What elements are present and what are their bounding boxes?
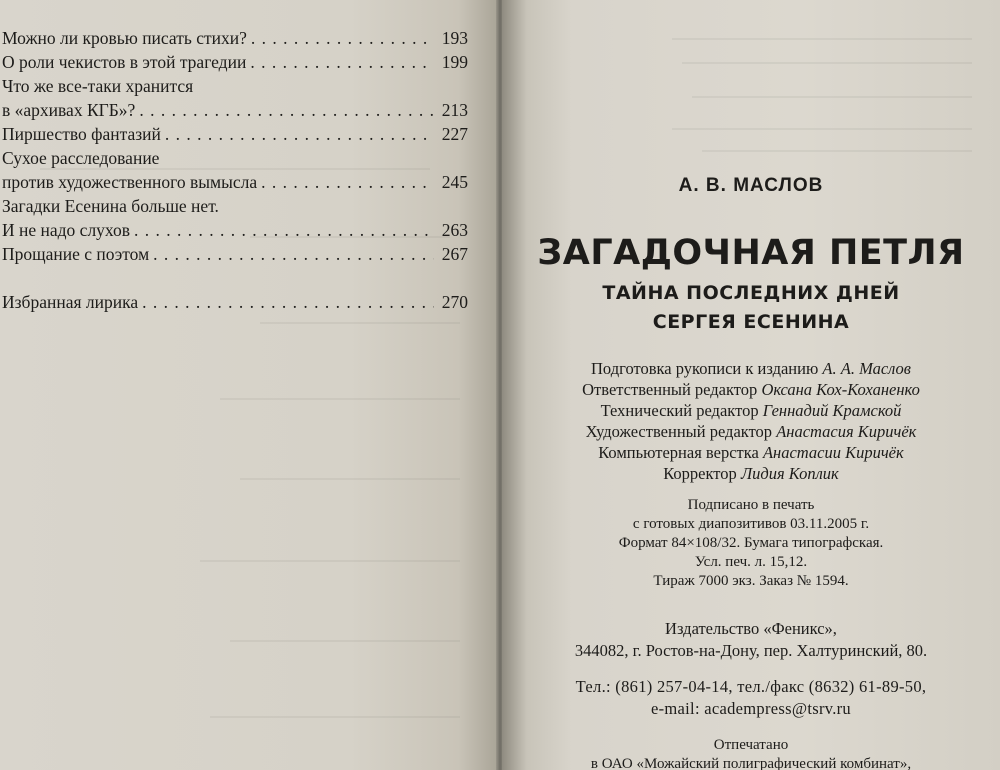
toc-entry-title: Сухое расследование: [2, 148, 160, 168]
table-of-contents: [0, 26, 468, 314]
right-page: [502, 0, 1000, 770]
credit-line: [502, 421, 1000, 442]
publisher-phone: Тел.: (861) 257-04-14, тел./факс (8632) 61-89-50,: [575, 677, 927, 696]
toc-entry: [0, 98, 468, 122]
publisher-block: [502, 618, 1000, 662]
credit-role: Подготовка рукописи к изданию: [591, 359, 819, 378]
credit-line: [502, 379, 1000, 400]
toc-entry-page: 199: [441, 52, 468, 72]
imprint-line: Формат 84×108/32. Бумага типографская.: [618, 535, 884, 551]
toc-entry: [0, 50, 468, 74]
toc-entry: [0, 242, 468, 266]
contacts-block: [502, 676, 1000, 720]
toc-entry-page: 213: [441, 100, 468, 120]
credit-name: Лидия Коплик: [740, 464, 839, 483]
toc-entry-page: 245: [441, 172, 468, 192]
credit-name: А. А. Маслов: [822, 359, 911, 378]
imprint-line: Тираж 7000 экз. Заказ № 1594.: [653, 573, 849, 589]
toc-leader-dots: [251, 26, 434, 50]
toc-entry-title: И не надо слухов: [2, 220, 131, 240]
toc-entry-title: Избранная лирика: [2, 292, 139, 312]
toc-leader-dots: [142, 290, 434, 314]
toc-entry: [0, 74, 468, 98]
toc-leader-dots: [153, 242, 434, 266]
book-subtitle-line2: СЕРГЕЯ ЕСЕНИНА: [652, 311, 850, 333]
toc-entry-title: Загадки Есенина больше нет.: [2, 196, 219, 216]
toc-entry-title: Пиршество фантазий: [2, 124, 161, 144]
publisher-name: Издательство «Феникс»,: [665, 619, 837, 638]
toc-entry-title: в «архивах КГБ»?: [2, 100, 136, 120]
imprint-line: Подписано в печать: [687, 497, 815, 513]
toc-entry-title: против художественного вымысла: [2, 172, 258, 192]
imprint-block: [502, 496, 1000, 591]
credit-line: [502, 400, 1000, 421]
printed-block: [502, 736, 1000, 770]
toc-entry: [0, 170, 468, 194]
toc-leader-dots: [139, 98, 434, 122]
credit-role: Компьютерная верстка: [598, 443, 759, 462]
credit-role: Художественный редактор: [585, 422, 773, 441]
toc-entry: [0, 290, 468, 314]
toc-entry: [0, 146, 468, 170]
toc-entry-page: 227: [441, 124, 468, 144]
toc-entry: [0, 218, 468, 242]
credit-role: Корректор: [663, 464, 737, 483]
credits-block: [502, 358, 1000, 484]
left-page: [0, 0, 498, 770]
toc-entry-page: 267: [441, 244, 468, 264]
book-title: ЗАГАДОЧНАЯ ПЕТЛЯ: [537, 233, 965, 273]
credit-name: Анастасии Киричёк: [762, 443, 904, 462]
toc-leader-dots: [261, 170, 434, 194]
imprint-line: с готовых диапозитивов 03.11.2005 г.: [632, 516, 870, 532]
credit-name: Геннадий Крамской: [762, 401, 902, 420]
toc-leader-dots: [165, 122, 434, 146]
toc-entry-title: Что же все-таки хранится: [2, 76, 194, 96]
printed-line2: в ОАО «Можайский полиграфический комбинат»,: [590, 756, 912, 770]
toc-entry-page: 193: [441, 28, 468, 48]
toc-entry-title: О роли чекистов в этой трагедии: [2, 52, 247, 72]
book-subtitle-line1: ТАЙНА ПОСЛЕДНИХ ДНЕЙ: [602, 282, 900, 304]
toc-entry-title: Можно ли кровью писать стихи?: [2, 28, 247, 48]
toc-leader-dots: [250, 50, 434, 74]
publisher-email: e-mail: academpress@tsrv.ru: [651, 699, 851, 718]
credit-line: [502, 442, 1000, 463]
toc-entry-page: 270: [441, 292, 468, 312]
credit-name: Оксана Кох-Коханенко: [761, 380, 920, 399]
credit-line: [502, 358, 1000, 379]
printed-line1: Отпечатано: [713, 737, 789, 753]
toc-entry: [0, 194, 468, 218]
toc-entry-page: 263: [441, 220, 468, 240]
credit-line: [502, 463, 1000, 484]
publisher-address: 344082, г. Ростов-на-Дону, пер. Халтуринский, 80.: [574, 641, 928, 660]
credit-name: Анастасия Киричёк: [776, 422, 917, 441]
credit-role: Ответственный редактор: [582, 380, 758, 399]
toc-entry-title: Прощание с поэтом: [2, 244, 150, 264]
toc-entry: [0, 26, 468, 50]
toc-leader-dots: [134, 218, 434, 242]
book-author: А. В. МАСЛОВ: [678, 175, 824, 196]
imprint-line: Усл. печ. л. 15,12.: [694, 554, 808, 570]
toc-entry: [0, 122, 468, 146]
credit-role: Технический редактор: [600, 401, 759, 420]
